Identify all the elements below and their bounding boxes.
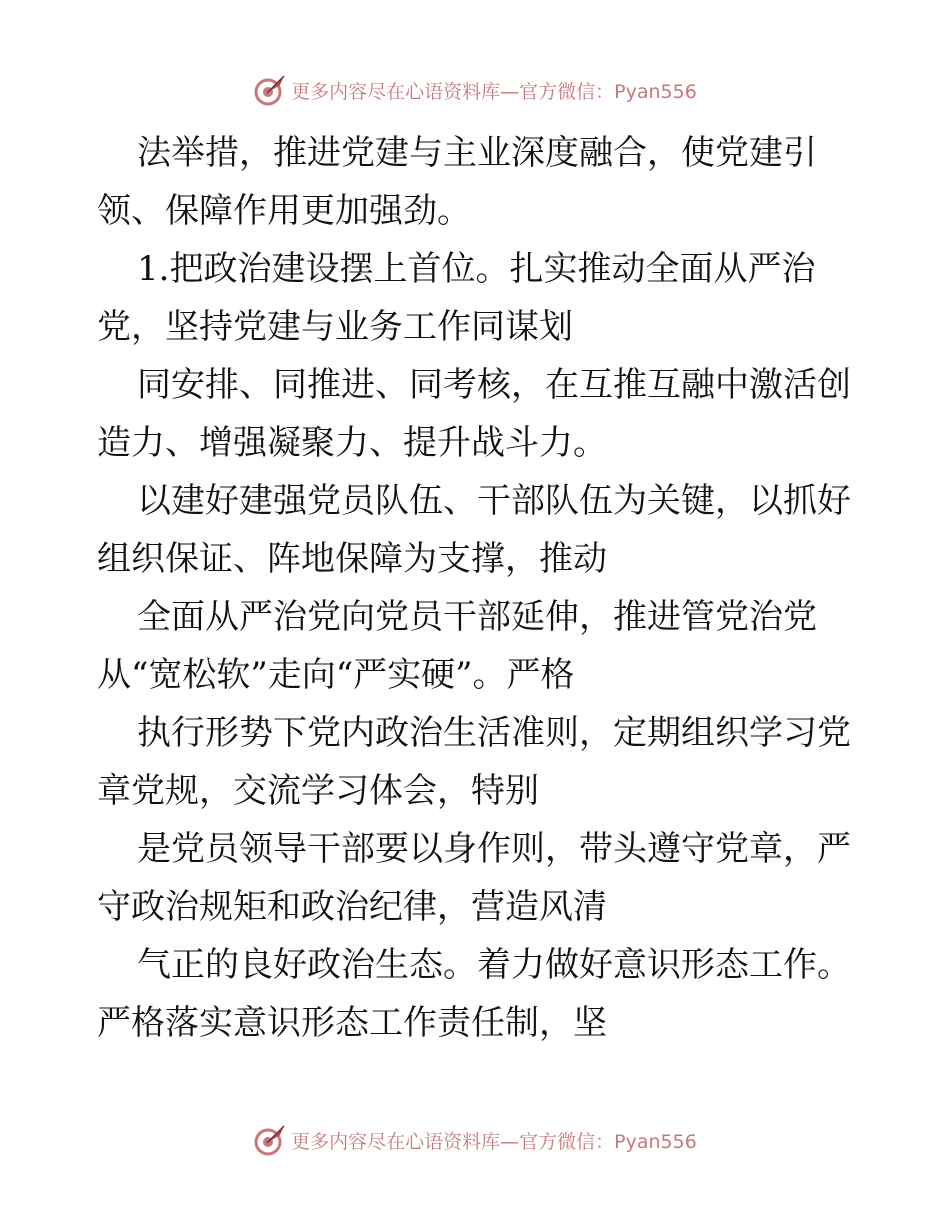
watermark-text: 更多内容尽在心语资料库—官方微信：Pyan556 xyxy=(291,80,697,103)
paragraph-line: 1.把政治建设摆上首位。扎实推动全面从严治 xyxy=(137,249,816,289)
paragraph-line: 气正的良好政治生态。着力做好意识形态工作。 xyxy=(137,945,851,985)
paragraph-line: 是党员领导干部要以身作则，带头遵守党章，严 xyxy=(137,829,851,869)
paragraph-line: 执行形势下党内政治生活准则，定期组织学习党 xyxy=(137,713,851,753)
quill-logo-icon xyxy=(253,73,287,107)
watermark-text: 更多内容尽在心语资料库—官方微信：Pyan556 xyxy=(291,1130,697,1153)
paragraph-line: 严格落实意识形态工作责任制，坚 xyxy=(97,1003,607,1043)
paragraph xyxy=(97,936,867,1052)
paragraph-line: 领、保障作用更加强劲。 xyxy=(97,191,471,231)
paragraph xyxy=(97,588,867,704)
document-body xyxy=(97,124,867,1052)
footer-watermark xyxy=(0,1120,950,1160)
paragraph-line: 同安排、同推进、同考核，在互推互融中激活创 xyxy=(137,365,851,405)
header-watermark xyxy=(0,70,950,110)
paragraph xyxy=(97,820,867,936)
paragraph-line: 守政治规矩和政治纪律，营造风清 xyxy=(97,887,607,927)
paragraph-line: 从“宽松软”走向“严实硬”。严格 xyxy=(97,655,575,695)
paragraph xyxy=(97,472,867,588)
paragraph-line: 章党规，交流学习体会，特别 xyxy=(97,771,539,811)
quill-logo-icon xyxy=(253,1123,287,1157)
paragraph xyxy=(97,240,867,356)
paragraph-line: 党，坚持党建与业务工作同谋划 xyxy=(97,307,573,347)
paragraph xyxy=(97,356,867,472)
paragraph-line: 全面从严治党向党员干部延伸，推进管党治党 xyxy=(137,597,817,637)
paragraph-line: 法举措，推进党建与主业深度融合，使党建引 xyxy=(137,133,817,173)
paragraph xyxy=(97,124,867,240)
paragraph-line: 组织保证、阵地保障为支撑，推动 xyxy=(97,539,607,579)
paragraph xyxy=(97,704,867,820)
paragraph-line: 造力、增强凝聚力、提升战斗力。 xyxy=(97,423,607,463)
paragraph-line: 以建好建强党员队伍、干部队伍为关键，以抓好 xyxy=(137,481,851,521)
